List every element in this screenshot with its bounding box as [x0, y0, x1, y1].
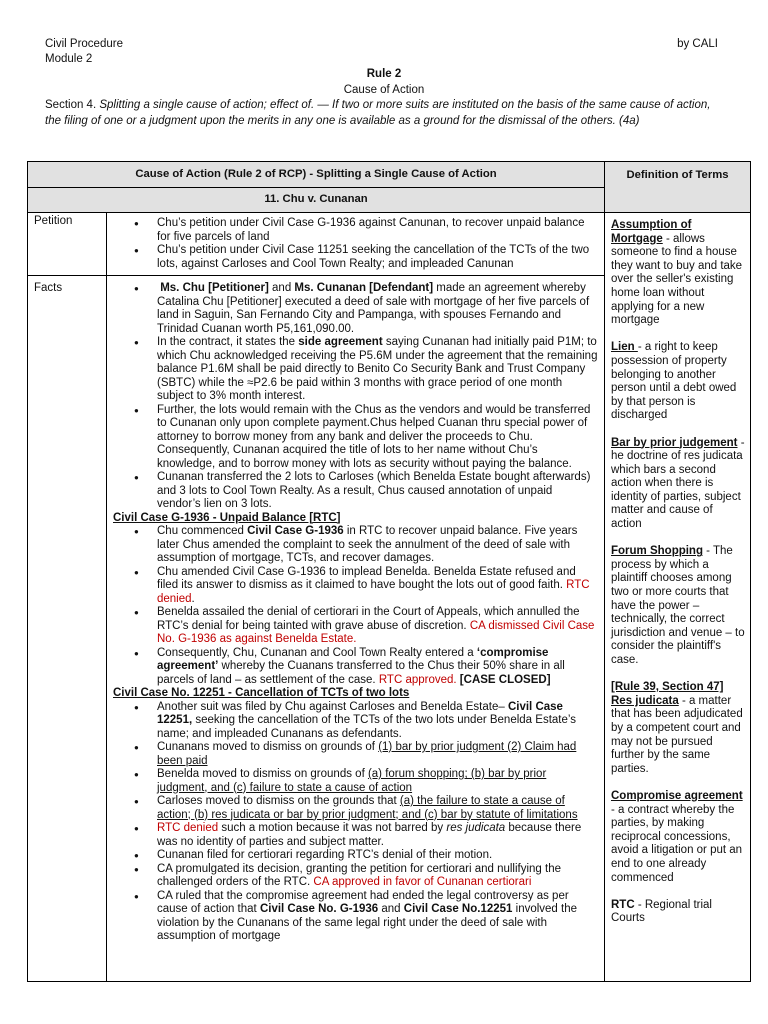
- list-item: ● Cunanans moved to dismiss on grounds of (1) bar by prior judgment (2) Claim had been paid: [157, 741, 598, 768]
- list-item: ● Further, the lots would remain with the Chus as the vendors and would be transferred to Cunanan only upon complete payment.Chus helped Cuanan thru special power of attorney to borrow money from any bank and deliver the proceeds to Chu. Consequently, Cunanan acquired the title of lots to her name without Chu’s knowledge, and to borrow money with lots as security without paying the balance.: [157, 404, 598, 472]
- definition-term: Compromise agreement: [611, 789, 743, 802]
- module-title: Module 2: [45, 53, 93, 65]
- definition-text: - a right to keep possession of property belonging to another person until a debt owed by that person is discharged: [611, 341, 737, 422]
- subheading-g1936: Civil Case G-1936 - Unpaid Balance [RTC]: [113, 511, 341, 524]
- list-item: ● Cunanan transferred the 2 lots to Carloses (which Benelda Estate bought afterwards) and 3 lots to Cool Town Realty. As a result, Chus caused annotation of unpaid vendor’s lien on 3 lots.: [157, 471, 598, 512]
- definition-item: [611, 219, 746, 328]
- list-item: ● Consequently, Chu, Cunanan and Cool Town Realty entered a ‘compromise agreement’ whereby the Cuanans transferred to the Chus their 50% share in all parcels of land – as settlement of the case. RTC approved. [CASE CLOSED]: [157, 647, 598, 688]
- author-label: by CALI: [677, 38, 718, 50]
- list-item: ● In the contract, it states the side agreement saying Cunanan had initially paid P1M; to which Chu acknowledged receiving the P5.6M under the agreement that the remaining balance P1.6M shall be paid directly to Benito Co Security Bank and Trust Company (SBTC) while the ≈P2.6 be paid within 3 months with grace period of one month subject to 3% month interest.: [157, 336, 598, 404]
- rule-title: Rule 2: [366, 68, 402, 80]
- definition-term: Assumption of Mortgage: [611, 219, 692, 245]
- definition-text: - he doctrine of res judicata which bars a second action when there is identity of parties, subject matter and cause of action: [611, 436, 745, 531]
- definition-item: [611, 790, 746, 885]
- section-label: Section 4.: [45, 99, 97, 111]
- definition-text: - The process by which a plaintiff chooses among two or more courts that have the power – technically, the correct jurisdiction and venue – to consider the plaintiff's case.: [611, 545, 745, 666]
- definitions-header: Definition of Terms: [605, 162, 751, 213]
- facts-label: Facts: [28, 276, 107, 982]
- list-item: ● CA ruled that the compromise agreement had ended the legal controversy as per cause of action that Civil Case No. G-1936 and Civil Case No.12251 involved the violation by the Cunanans of the same legal right under the deed of sale with assumption of mortgage: [157, 890, 598, 944]
- petition-label: Petition: [28, 213, 107, 276]
- section-body: Splitting a single cause of action; effect of. — If two or more suits are instituted on the basis of the same cause of action, the filing of one or a judgment upon the merits in any one is available as a ground for the dismissal of the others. (4a): [45, 99, 711, 127]
- list-item: ● Chu’s petition under Civil Case 11251 seeking the cancellation of the TCTs of the two lots, against Carloses and Cool Town Realty; and impleaded Canunan: [157, 244, 598, 271]
- list-item: ● Benelda assailed the denial of certiorari in the Court of Appeals, which annulled the RTC’s denial for being tainted with grave abuse of discretion. CA dismissed Civil Case No. G-1936 as against Benelda Estate.: [157, 606, 598, 647]
- petition-content: [107, 213, 605, 276]
- definition-text: - Regional trial Courts: [611, 898, 712, 925]
- list-item: ● RTC denied such a motion because it was not barred by res judicata because there was no identity of parties and subject matter.: [157, 822, 598, 849]
- definitions-column: [605, 213, 751, 982]
- list-item: ● Ms. Chu [Petitioner] and Ms. Cunanan [Defendant] made an agreement whereby Catalina Chu [Petitioner] executed a deed of sale with mortgage of her five parcels of land in Saguin, San Fernando City and Pampanga, with spouses Fernando and Trinidad Cuanan worth P5,161,090.00.: [157, 282, 598, 336]
- list-item: ● Chu commenced Civil Case G-1936 in RTC to recover unpaid balance. Five years later Chus amended the complaint to seek the annulment of the deed of sale with assumption of mortgage, TCTs, and recover damages.: [157, 525, 598, 566]
- definition-text: - a matter that has been adjudicated by a competent court and may not be pursued further by the same parties.: [611, 694, 743, 775]
- definition-item: [611, 545, 746, 667]
- case-title: 11. Chu v. Cunanan: [28, 188, 605, 213]
- rule-subtitle: Cause of Action: [343, 84, 425, 96]
- list-item: ● Cunanan filed for certiorari regarding RTC’s denial of their motion.: [157, 849, 598, 863]
- list-item: ● Another suit was filed by Chu against Carloses and Benelda Estate– Civil Case 12251, seeking the cancellation of the TCTs of the two lots under Benelda Estate’s name; and impleaded Cunanans as defendants.: [157, 701, 598, 742]
- case-digest-table: [27, 161, 751, 982]
- definition-term: Bar by prior judgement: [611, 436, 738, 449]
- definition-term: RTC: [611, 898, 635, 911]
- list-item: ● Carloses moved to dismiss on the grounds that (a) the failure to state a cause of action; (b) res judicata or bar by prior judgment; and (c) bar by statute of limitations: [157, 795, 598, 822]
- facts-content: [107, 276, 605, 982]
- definition-text: - allows someone to find a house they want to buy and take over the seller's existing home loan without applying for a new mortgage: [611, 232, 743, 327]
- subheading-12251: Civil Case No. 12251 - Cancellation of TCTs of two lots: [113, 687, 410, 699]
- definition-item: [611, 681, 746, 776]
- list-item: ● CA promulgated its decision, granting the petition for certiorari and nullifying the challenged orders of the RTC. CA approved in favor of Cunanan certiorari: [157, 863, 598, 890]
- course-title: Civil Procedure: [45, 38, 123, 50]
- list-item: ● Benelda moved to dismiss on grounds of (a) forum shopping; (b) bar by prior judgment, and (c) failure to state a cause of action: [157, 768, 598, 795]
- list-item: ● Chu’s petition under Civil Case G-1936 against Canunan, to recover unpaid balance for five parcels of land: [157, 217, 598, 244]
- definition-term: [Rule 39, Section 47] Res judicata: [611, 681, 724, 707]
- list-item: ● Chu amended Civil Case G-1936 to implead Benelda. Benelda Estate refused and filed its answer to dismiss as it claimed to have bought the lots out of good faith. RTC denied.: [157, 566, 598, 607]
- table-header: Cause of Action (Rule 2 of RCP) - Splitting a Single Cause of Action: [28, 162, 605, 188]
- definition-item: [611, 899, 746, 926]
- section-text: [45, 98, 725, 129]
- definition-item: [611, 437, 746, 532]
- definition-term: Forum Shopping: [611, 545, 703, 558]
- definition-term: Lien: [611, 341, 638, 354]
- definition-text: - a contract whereby the parties, by making reciprocal concessions, avoid a litigation or put an end to one already commenced: [611, 803, 743, 884]
- definition-item: [611, 341, 746, 423]
